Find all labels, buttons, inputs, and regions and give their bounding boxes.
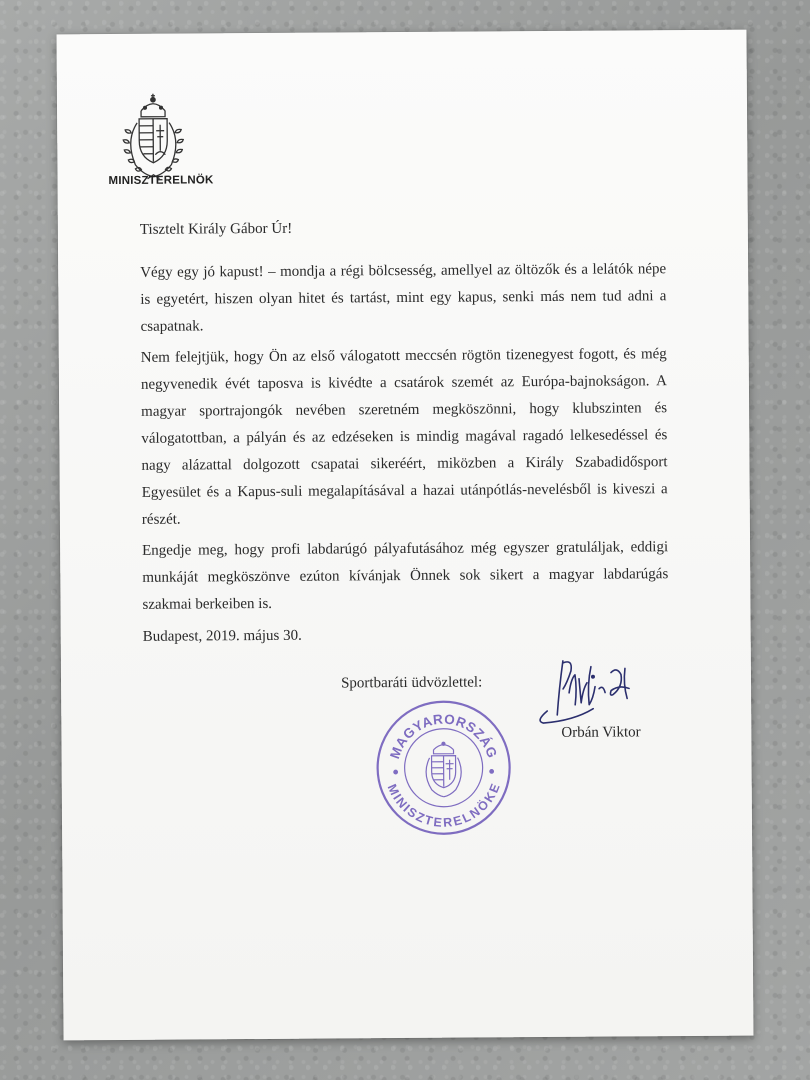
paragraph-2: Nem felejtjük, hogy Ön az első válogatott meccsén rögtön tizenegyest fogott, és még negyvenedik évét taposva is kivédte a csatárok szemét az Európa-bajnokságon. A magyar sportrajongók nevében szeretném megköszönni, hogy klubszinten és válogatottban, a pályán és az edzéseken is mindig magával ragadó lelkesedéssel és nagy alázattal dolgozott csapatai sikeréért, miközben a Király Szabadidősport Egyesület és a Kapus-suli megalapításával a hazai utánpótlás-nevelésből is kiveszi a részét.	[140, 346, 668, 528]
stamp-top-text: MAGYARORSZÁG	[387, 711, 501, 761]
paragraph-1: Végy egy jó kapust! – mondja a régi bölcsesség, amellyel az öltözők és a lelátók népe is egyetért, hiszen olyan hitet és tartást, mint egy kapus, senki más nem tud adni a csapatnak.	[140, 261, 667, 335]
official-stamp	[373, 697, 514, 838]
letter-sheet	[56, 30, 753, 1041]
paragraph-3: Engedje meg, hogy profi labdarúgó pályafutásához még egyszer gratuláljak, eddigi munkáját megköszönve ezúton kívánjak Önnek sok sikert a magyar labdarúgás szakmai berkeiben is.	[142, 539, 669, 613]
svg-text:MINISZTERELNÖKE	[385, 781, 504, 830]
salutation: Tisztelt Király Gábor Úr!	[139, 220, 293, 238]
handwritten-signature	[533, 648, 654, 729]
signatory-name: Orbán Viktor	[561, 724, 641, 741]
hungarian-coat-of-arms-icon	[117, 88, 190, 187]
dateline: Budapest, 2019. május 30.	[142, 627, 302, 645]
letterhead-title: MINISZTERELNÖK	[108, 174, 214, 188]
stamp-bottom-text: MINISZTERELNÖKE	[384, 781, 503, 830]
closing-phrase: Sportbaráti üdvözlettel:	[340, 674, 483, 692]
